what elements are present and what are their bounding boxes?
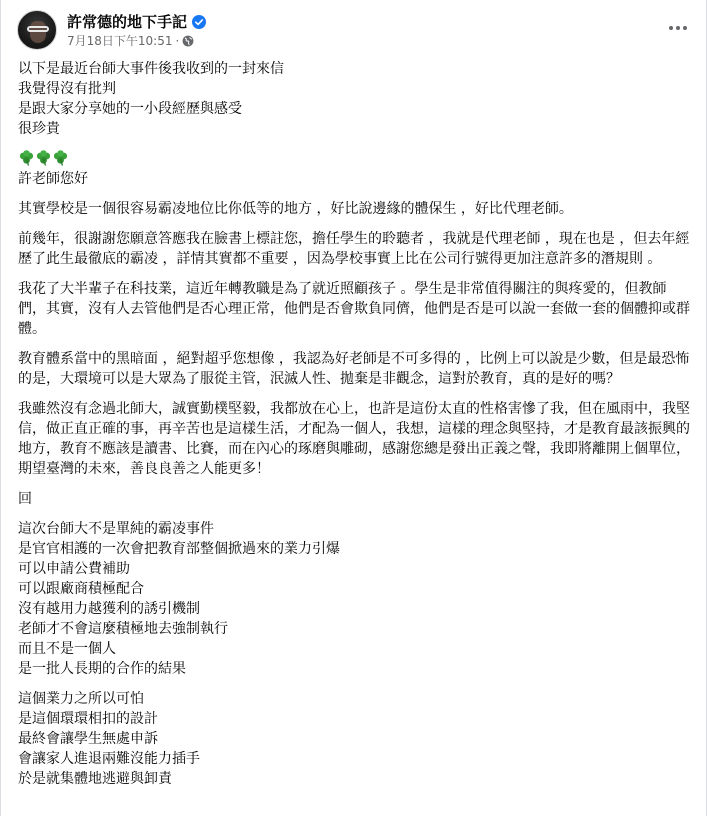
- post-line: 以下是最近台師大事件後我收到的一封來信: [18, 61, 284, 77]
- post-line: 會讓家人進退兩難沒能力插手: [18, 751, 200, 767]
- post-line: 於是就集體地逃避與卸責: [18, 771, 172, 787]
- post-line: 許老師您好: [18, 171, 88, 187]
- post-line: 可以跟廠商積極配合: [18, 581, 144, 597]
- post-text: 教育體系當中的黑暗面 ，絕對超乎您想像 ，我認為好老師是不可多得的 ，比例上可以說是少數，但是最恐怖的是，大環境可以是大眾為了服從主管，泯滅人性、拋棄是非觀念，這對於教育，真的是好的嗎？: [18, 351, 690, 387]
- post-paragraph: [18, 399, 692, 479]
- post-line: 是跟大家分享她的一小段經歷與感受: [18, 101, 242, 117]
- post-paragraph: [18, 689, 692, 789]
- more-options-button[interactable]: [664, 14, 692, 42]
- more-options-icon: [683, 26, 687, 30]
- shamrock-icon: [52, 150, 69, 166]
- post-paragraph: [18, 519, 692, 679]
- post-line: 是這個環環相扣的設計: [18, 711, 158, 727]
- post-text: 我花了大半輩子在科技業，這近年轉教職是為了就近照顧孩子 。學生是非常值得關注的與疼愛的，但教師們，其實，沒有人去管他們是否心理正常，他們是否會欺負同儕，他們是否是可以說一套做一套的個體抑或群體。: [18, 281, 690, 337]
- post-line: 而且不是一個人: [18, 641, 116, 657]
- post-paragraph: [18, 199, 692, 219]
- post-timestamp[interactable]: 7月18日下午10:51: [67, 34, 173, 48]
- post-paragraph: [18, 279, 692, 339]
- post-line: 回: [18, 491, 32, 507]
- post-paragraph: [18, 59, 692, 139]
- post-line: 是一批人長期的合作的結果: [18, 661, 186, 677]
- post-text: 其實學校是一個很容易霸凌地位比你低等的地方 ，好比說邊緣的體保生 ，好比代理老師。: [18, 201, 573, 217]
- post-meta: [67, 32, 194, 49]
- verified-badge-icon: [192, 15, 206, 29]
- more-options-icon: [669, 26, 673, 30]
- post-body: [18, 59, 692, 799]
- author-avatar[interactable]: [17, 10, 57, 50]
- post-line: 這次台師大不是單純的霸凌事件: [18, 521, 214, 537]
- post-line: 沒有越用力越獲利的誘引機制: [18, 601, 200, 617]
- post-line: 可以申請公費補助: [18, 561, 130, 577]
- meta-separator: ·: [175, 34, 180, 48]
- post-paragraph: [18, 149, 692, 189]
- author-row: [67, 11, 206, 32]
- author-name[interactable]: 許常德的地下手記: [67, 13, 188, 31]
- post-line: [18, 149, 692, 169]
- post-line: 這個業力之所以可怕: [18, 691, 144, 707]
- avatar-glasses: [27, 26, 49, 32]
- shamrock-icon: [18, 150, 35, 166]
- post-text: 前幾年，很謝謝您願意答應我在臉書上標註您，擔任學生的聆聽者 ，我就是代理老師 ，現在也是 ，但去年經歷了此生最徹底的霸凌 ，詳情其實都不重要 ，因為學校事實上比在公司行號得更加注意許多的潛規則 。: [18, 231, 690, 267]
- post-line: 是官官相護的一次會把教育部整個掀過來的業力引爆: [18, 541, 340, 557]
- shamrock-icon: [35, 150, 52, 166]
- avatar-face: [30, 21, 46, 43]
- post-text: 我雖然沒有念過北師大，誠實勤樸堅毅，我都放在心上，也許是這份太直的性格害慘了我，但在風雨中，我堅信，做正直正確的事，再辛苦也是這樣生活，才配為一個人，我想，這樣的理念與堅持，才是教育最該振興的地方，教育不應該是讀書、比賽，而在內心的琢磨與雕砌，感謝您總是發出正義之聲，我即將離開上個單位，期望臺灣的未來，善良良善之人能更多！: [18, 401, 690, 477]
- post-line: 最終會讓學生無處申訴: [18, 731, 158, 747]
- post-paragraph: [18, 489, 692, 509]
- post-paragraph: [18, 229, 692, 269]
- more-options-icon: [676, 26, 680, 30]
- post-line: 我覺得沒有批判: [18, 81, 116, 97]
- post-header: [17, 10, 692, 54]
- post-line: 很珍貴: [18, 121, 60, 137]
- post-paragraph: [18, 349, 692, 389]
- post-line: 老師才不會這麼積極地去強制執行: [18, 621, 228, 637]
- globe-icon[interactable]: [182, 35, 194, 47]
